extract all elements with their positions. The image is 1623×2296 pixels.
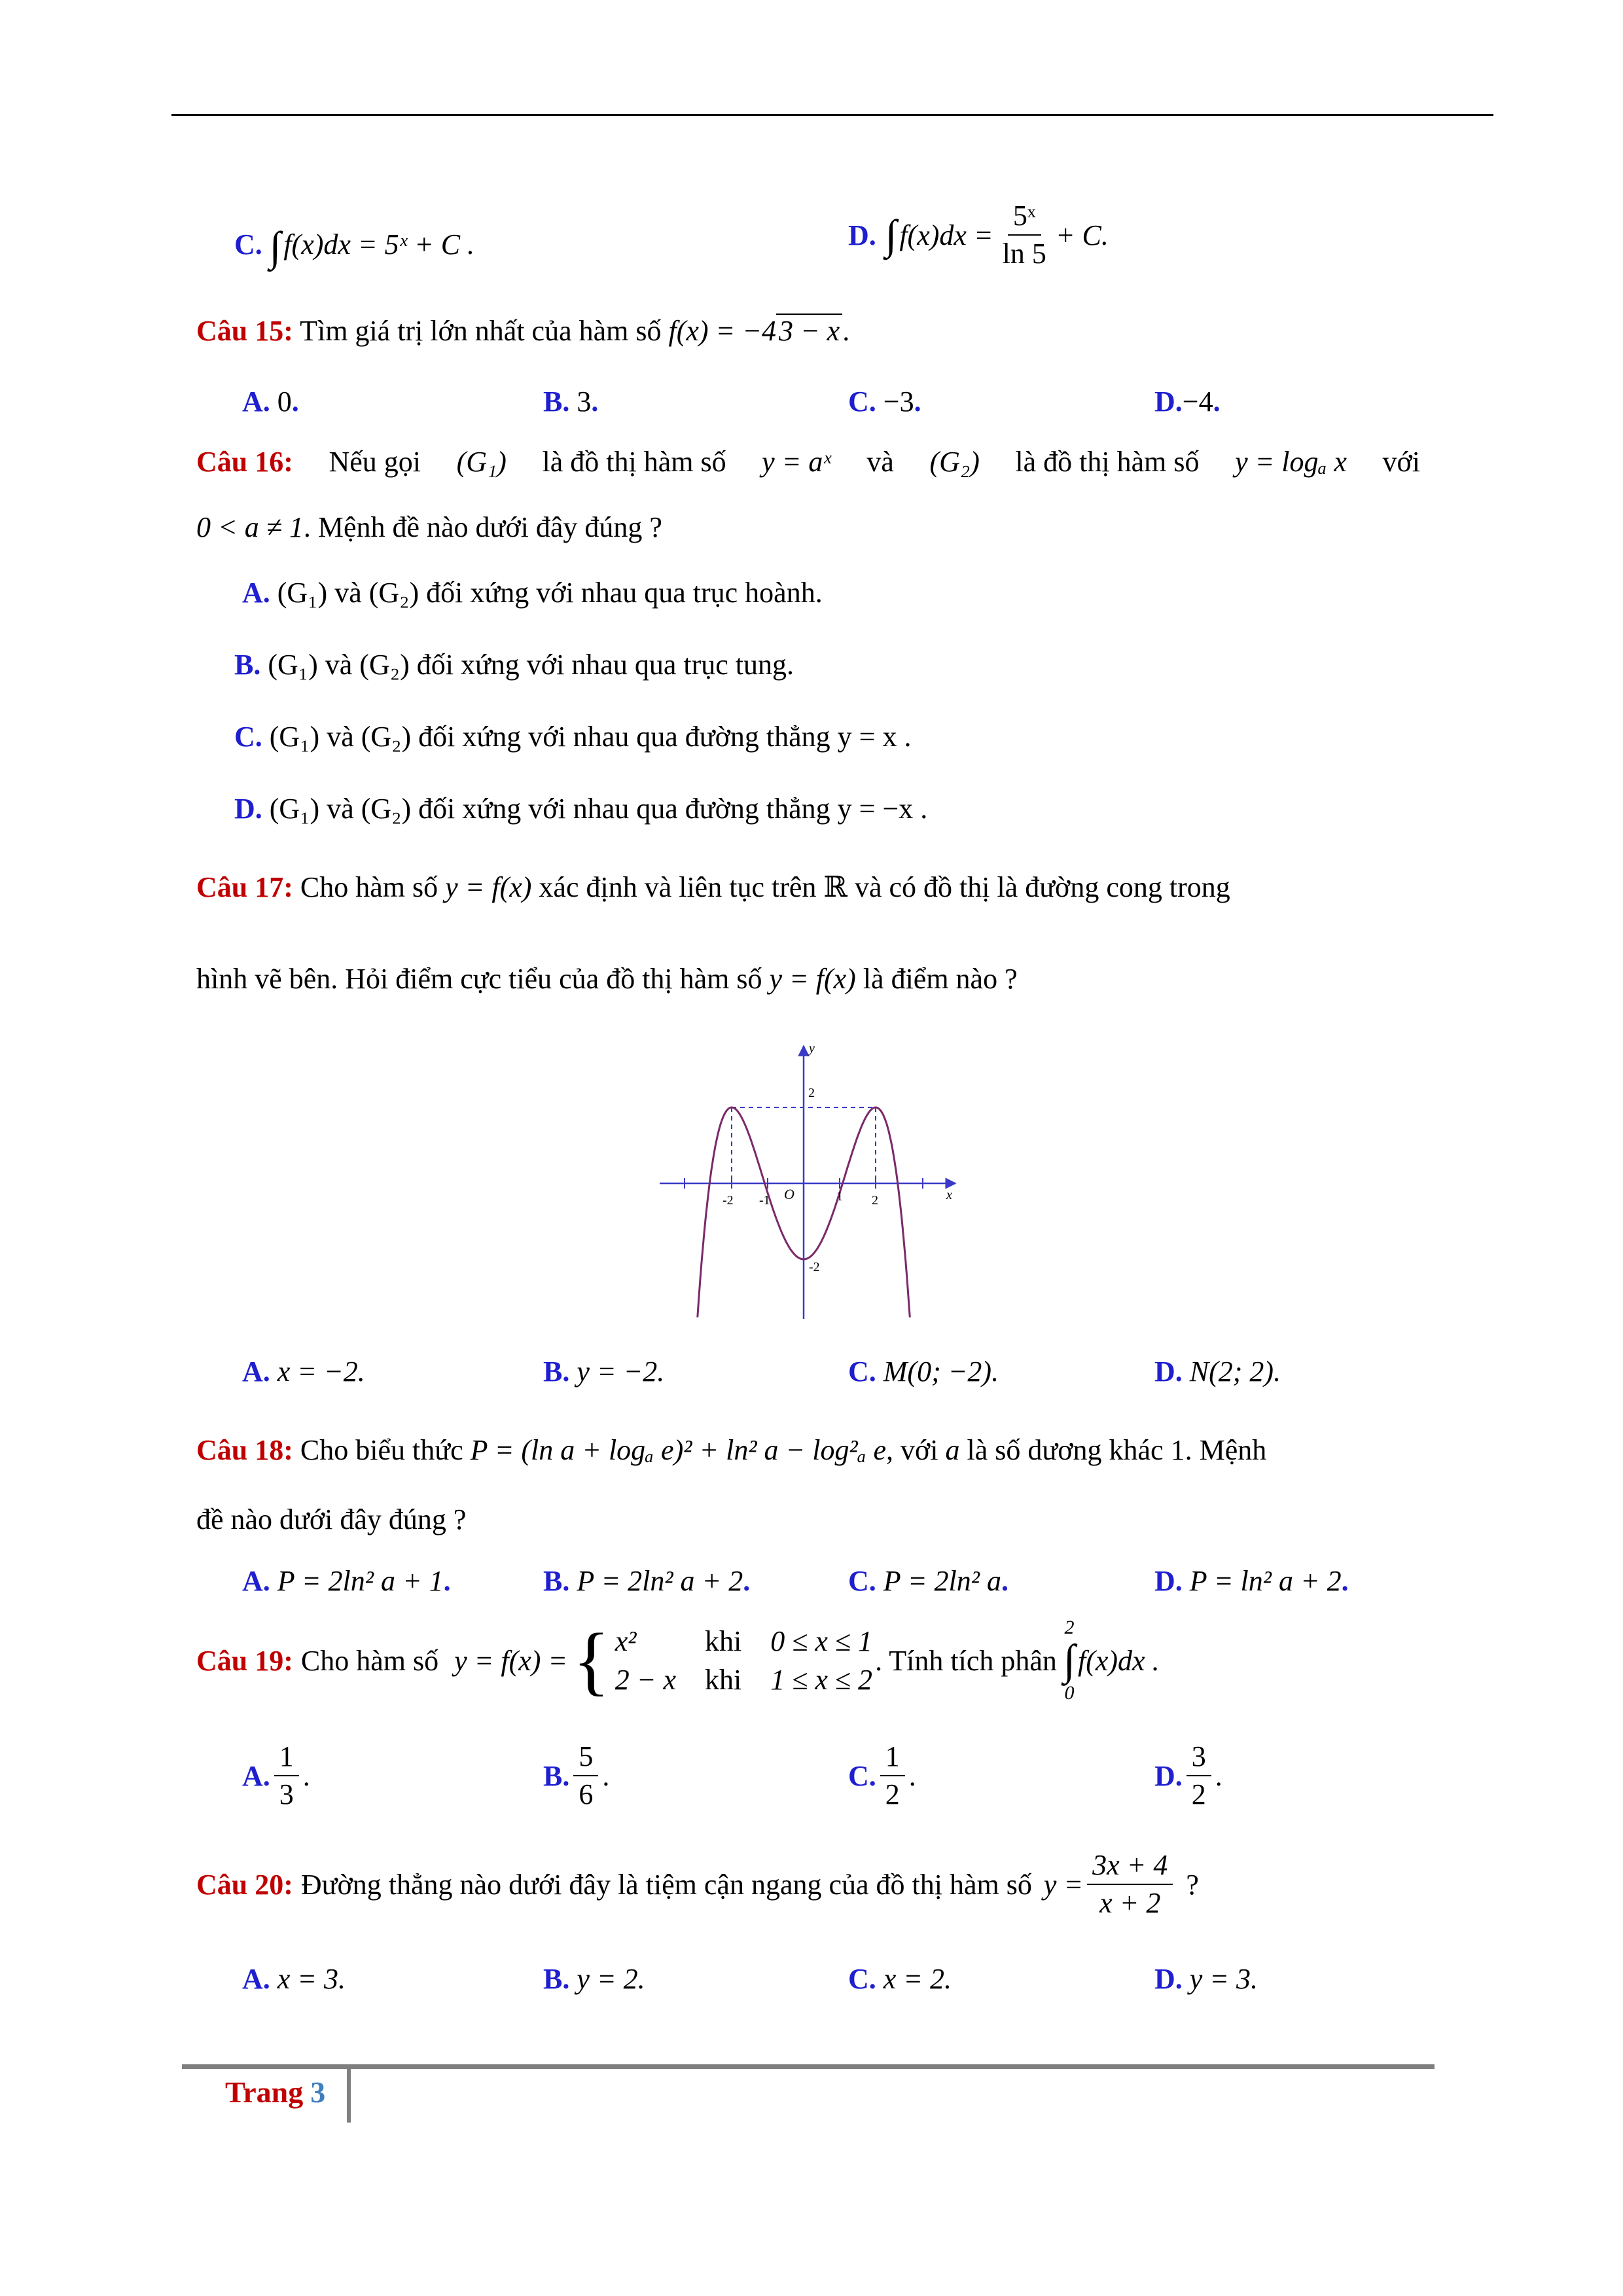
option-value: M(0; −2). [883,1355,999,1388]
piece-expr: x² [615,1625,637,1657]
q16-option-b [234,648,794,681]
y-tick-label: -2 [809,1260,820,1274]
question-text: là đồ thị hàm số [1015,446,1200,478]
piece-cond: khi [705,1664,742,1696]
x-tick-label: 2 [872,1193,878,1208]
q14-d-lhs: f(x)dx = [899,219,993,251]
question-text: hình vẽ bên. Hỏi điểm cực tiểu của đồ thị hàm số [196,963,762,995]
question-label: Câu 17: [196,871,293,903]
option-label: C. [848,1759,876,1792]
q16-stem-line1 [196,445,1420,478]
q19-lhs: y = f(x) = [454,1644,568,1677]
option-label: B. [543,1565,570,1597]
graph-g1: (G₁) [456,446,507,478]
footer-page [225,2075,325,2109]
question-text: Cho hàm số [300,1644,439,1677]
option-value: y = 3. [1189,1963,1258,1995]
q18-option-a: A. P = 2ln² a + 1. [242,1565,451,1597]
option-label: B. [234,649,261,681]
q20-lhs: y = [1043,1868,1084,1901]
question-text: Cho hàm số [300,871,438,903]
footer-rule [182,2064,1435,2069]
piece-cond: khi [705,1625,742,1657]
option-label: A. [242,1355,270,1388]
question-text: xác định và liên tục trên ℝ và có đồ thị là đường cong trong [539,871,1230,903]
option-value: x = 2. [883,1963,952,1995]
q18-var: a [945,1434,960,1466]
q15-option-d: D.−4. [1154,386,1221,418]
q19-option-c: C. $\frac{1}{2}$ . [848,1740,916,1811]
footer-divider [347,2069,351,2123]
option-label: A. [242,386,270,418]
question-text: Nếu gọi [329,446,421,478]
integral-lower: 0 [1064,1682,1075,1704]
page-number: 3 [310,2075,326,2109]
integral-icon: ∫ [885,211,897,259]
option-value: N(2; 2). [1189,1355,1281,1388]
option-fraction [274,1741,299,1811]
brace-icon: { [573,1617,610,1703]
q14-d-fraction [997,200,1052,270]
option-value: −4 [1182,386,1213,418]
origin-label: O [784,1186,794,1202]
q15-option-b: B. 3. [543,386,599,418]
option-label: C. [234,228,262,260]
option-label: D. [1154,1759,1183,1792]
piecewise-function [567,1617,873,1703]
question-text: ? [1186,1868,1199,1901]
x-axis-label: x [946,1188,952,1202]
option-fraction [1186,1741,1211,1811]
q15-expr-sqrt: 3 − x [776,314,842,347]
q18-expr: P = (ln a + logₐ e)² + ln² a − log²ₐ e [470,1434,887,1466]
q19-option-a: A. $\frac{1}{3}$ . [242,1740,310,1811]
fraction-denominator: x + 2 [1099,1887,1161,1920]
expr-exponential: y = aˣ [762,446,831,478]
x-tick-label: -1 [759,1193,770,1208]
integral-body: f(x)dx . [1077,1644,1160,1677]
q20-option-a [242,1962,346,1996]
q17-option-a [242,1355,365,1388]
q19-stem [196,1617,1160,1704]
option-label: A. [242,1565,270,1597]
option-label: C. [848,386,876,418]
q17-option-c [848,1355,999,1388]
question-label: Câu 18: [196,1434,293,1466]
q15-expr-left: f(x) = −4 [668,315,776,347]
fraction-numerator: 1 [274,1741,299,1776]
x-tick-label: 1 [836,1189,843,1204]
question-text: là điểm nào ? [863,963,1018,995]
q20-stem [196,1850,1199,1920]
option-label: C. [848,1355,876,1388]
piece-expr: 2 − x [615,1664,676,1696]
question-label: Câu 15: [196,315,293,347]
question-text: Đường thẳng nào dưới đây là tiệm cận ngang của đồ thị hàm số [300,1868,1032,1901]
option-value: P = ln² a + 2 [1189,1565,1342,1597]
question-text: Cho biểu thức [300,1434,463,1466]
q16-option-d [234,792,927,825]
question-text: và [866,446,894,478]
question-text: . Mệnh đề nào dưới đây đúng ? [303,511,662,543]
q15-expr-end: . [842,315,850,347]
option-value: P = 2ln² a + 1 [277,1565,444,1597]
option-fraction [880,1741,905,1811]
q19-option-b: B. $\frac{5}{6}$ . [543,1740,610,1811]
question-text: là đồ thị hàm số [542,446,726,478]
fraction-numerator: 1 [880,1741,905,1776]
option-label: A. [242,1759,270,1792]
q14-d-tail: + C. [1055,219,1109,251]
option-label: B. [543,386,570,418]
fraction-denominator: ln 5 [1002,238,1046,270]
q16-stem-line2 [196,511,662,544]
option-text: (G₁) và (G₂) đối xứng với nhau qua trục tung. [268,649,794,681]
option-text: (G₁) và (G₂) đối xứng với nhau qua đường thẳng y = −x . [269,793,928,825]
q16-option-a [242,576,823,609]
option-value: y = 2. [577,1963,645,1995]
function-graph [654,1041,969,1329]
option-label: C. [848,1565,876,1597]
option-value: x = 3. [277,1963,346,1995]
option-label: D. [1154,1963,1183,1995]
question-text: là số dương khác 1. Mệnh [967,1434,1267,1466]
q20-fraction [1087,1850,1173,1920]
option-label: D. [1154,1565,1183,1597]
q14-option-d [848,200,1109,270]
fraction-denominator: 2 [1191,1778,1206,1811]
fraction-denominator: 2 [885,1778,900,1811]
question-label: Câu 20: [196,1868,293,1901]
expr-condition: 0 < a ≠ 1 [196,511,304,543]
fraction-denominator: 3 [279,1778,294,1811]
option-label: C. [234,721,262,753]
q14-option-c [234,223,474,271]
q20-option-d [1154,1962,1258,1996]
option-label: D. [234,793,262,825]
q19-option-d: D. $\frac{3}{2}$ . [1154,1740,1222,1811]
option-text: (G₁) và (G₂) đối xứng với nhau qua trục hoành. [277,577,823,609]
y-axis-label: y [809,1041,815,1056]
question-text: Tìm giá trị lớn nhất của hàm số [300,315,662,347]
q20-option-c [848,1962,952,1996]
fraction-numerator: 3 [1186,1741,1211,1776]
option-value: 3 [577,386,592,418]
graph-g2: (G₂) [929,446,980,478]
integral-upper: 2 [1064,1617,1075,1638]
q14-c-expr: f(x)dx = 5ˣ + C . [283,228,475,260]
question-text: đề nào dưới đây đúng ? [196,1503,467,1535]
piece-range: 1 ≤ x ≤ 2 [770,1664,873,1696]
option-label: D. [848,219,876,251]
fraction-numerator: 5 [573,1741,598,1776]
q18-stem-line2 [196,1503,466,1536]
expr-function: y = f(x) [769,963,856,995]
x-tick-label: -2 [722,1193,734,1208]
option-value: −3 [883,386,914,418]
option-value: y = −2. [577,1355,665,1388]
q17-option-d [1154,1355,1281,1388]
option-value: x = −2. [277,1355,365,1388]
option-label: D. [1154,386,1183,418]
q15-option-c: C. −3. [848,386,921,418]
option-value: 0 [277,386,292,418]
fraction-numerator: 5ˣ [1008,200,1041,236]
option-label: A. [242,1963,270,1995]
q18-stem-line1 [196,1433,1266,1467]
q15-option-a: A. 0. [242,386,299,418]
definite-integral [1063,1617,1075,1704]
option-label: A. [242,577,270,609]
option-label: B. [543,1963,570,1995]
q18-option-d: D. P = ln² a + 2. [1154,1565,1349,1597]
integral-icon: ∫ [269,223,281,270]
option-text: (G₁) và (G₂) đối xứng với nhau qua đường thẳng y = x . [269,721,912,753]
piece-range: 0 ≤ x ≤ 1 [770,1625,873,1657]
option-label: B. [543,1355,570,1388]
option-value: P = 2ln² a + 2 [577,1565,743,1597]
option-label: D. [1154,1355,1183,1388]
question-text: , với [886,1434,938,1466]
q18-option-c: C. P = 2ln² a. [848,1565,1008,1597]
option-label: B. [543,1759,570,1792]
q16-option-c [234,720,911,753]
page-label: Trang [225,2075,304,2109]
question-text: với [1382,446,1420,478]
q20-option-b [543,1962,645,1996]
q17-stem-line1 [196,870,1230,904]
expr-logarithm: y = logₐ x [1235,446,1347,478]
y-tick-label: 2 [808,1086,815,1100]
q18-option-b: B. P = 2ln² a + 2. [543,1565,751,1597]
question-text: . Tính tích phân [875,1644,1057,1677]
fraction-numerator: 3x + 4 [1087,1850,1173,1885]
integral-icon: ∫ [1063,1636,1075,1684]
option-value: P = 2ln² a [883,1565,1001,1597]
header-rule [171,114,1493,116]
q17-stem-line2 [196,962,1018,996]
option-label: C. [848,1963,876,1995]
expr-function: y = f(x) [445,871,532,903]
question-label: Câu 16: [196,446,293,478]
q15-stem [196,314,849,348]
q17-option-b [543,1355,664,1388]
fraction-denominator: 6 [579,1778,594,1811]
option-fraction [573,1741,598,1811]
question-label: Câu 19: [196,1644,293,1677]
